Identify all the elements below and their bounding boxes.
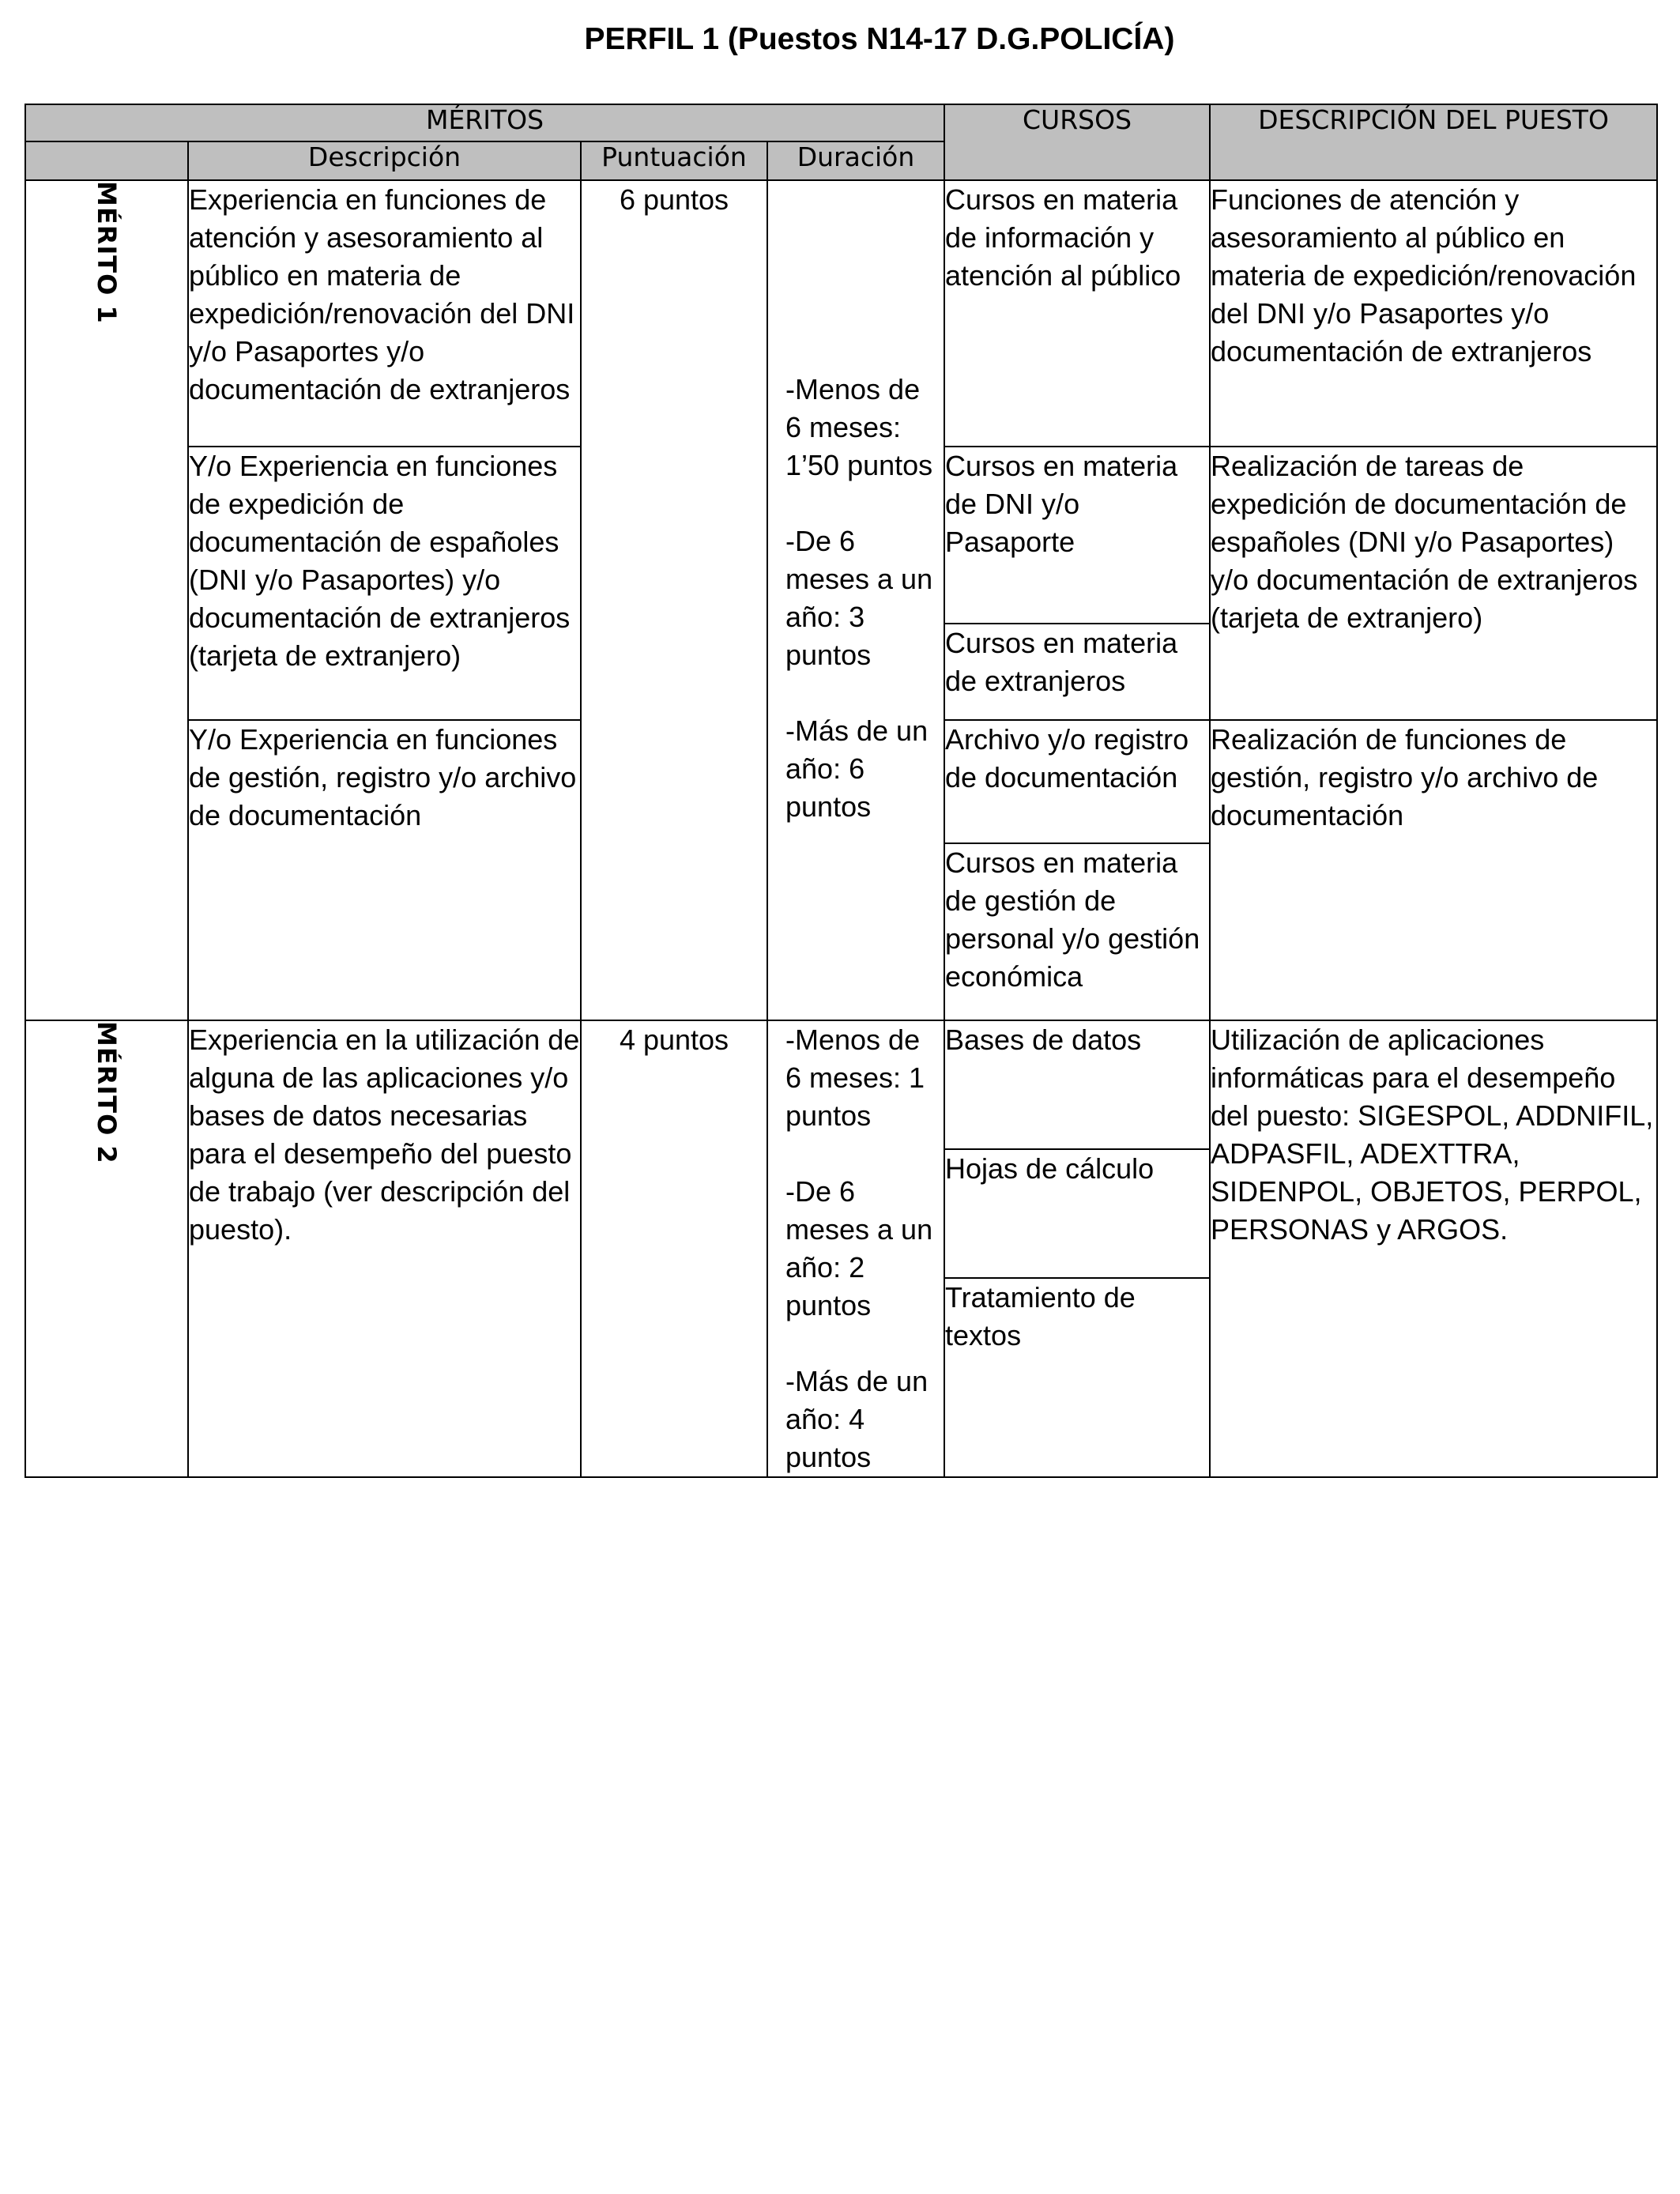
merits-table	[24, 104, 1658, 1478]
merito1-curso-5: Cursos en materia de gestión de personal y/o gestión económica	[944, 843, 1210, 1020]
merito1-duracion	[767, 180, 944, 1020]
header-meritos: MÉRITOS	[25, 104, 944, 141]
merito1-puesto-3: Realización de funciones de gestión, registro y/o archivo de documentación	[1210, 720, 1657, 1020]
merito1-curso-2: Cursos en materia de DNI y/o Pasaporte	[944, 447, 1210, 624]
merito2-duracion	[767, 1020, 944, 1477]
merito2-duracion-3: -Más de un año: 4 puntos	[785, 1365, 929, 1473]
merito2-curso-1: Bases de datos	[944, 1020, 1210, 1149]
merito1-puesto-2: Realización de tareas de expedición de documentación de españoles (DNI y/o Pasaportes) y/o documentación de extranjeros (tarjeta de extranjero)	[1210, 447, 1657, 720]
document-title	[0, 22, 1680, 57]
merito2-puntuacion: 4 puntos	[581, 1020, 767, 1477]
header-descripcion-puesto: DESCRIPCIÓN DEL PUESTO	[1210, 104, 1657, 180]
merito1-desc-1: Experiencia en funciones de atención y asesoramiento al público en materia de expedición/renovación del DNI y/o Pasaportes y/o documentación de extranjeros	[188, 180, 581, 447]
merito2-label-cell	[25, 1020, 188, 1477]
merito2-duracion-1: -Menos de 6 meses: 1 puntos	[785, 1023, 925, 1132]
merito2-duracion-2: -De 6 meses a un año: 2 puntos	[785, 1175, 933, 1321]
header-empty	[25, 141, 188, 180]
merito1-label-cell	[25, 180, 188, 1020]
merito2-puesto: Utilización de aplicaciones informáticas para el desempeño del puesto: SIGESPOL, ADDNIFIL, ADPASFIL, ADEXTTRA, SIDENPOL, OBJETOS, PERPOL, PERSONAS y ARGOS.	[1210, 1020, 1657, 1477]
merito1-desc-2: Y/o Experiencia en funciones de expedición de documentación de españoles (DNI y/o Pasaportes) y/o documentación de extranjeros (tarjeta de extranjero)	[188, 447, 581, 720]
header-duracion: Duración	[767, 141, 944, 180]
merito1-curso-4: Archivo y/o registro de documentación	[944, 720, 1210, 843]
merito1-curso-1: Cursos en materia de información y atención al público	[944, 180, 1210, 447]
merito1-desc-3: Y/o Experiencia en funciones de gestión, registro y/o archivo de documentación	[188, 720, 581, 1020]
document-title-text: PERFIL 1 (Puestos N14-17 D.G.POLICÍA)	[584, 22, 1175, 56]
merito1-duracion-3: -Más de un año: 6 puntos	[785, 714, 929, 823]
merito1-row-a	[25, 180, 1657, 447]
merito1-duracion-2: -De 6 meses a un año: 3 puntos	[785, 525, 933, 671]
merito2-label: MÉRITO 2	[92, 1021, 122, 1164]
merito2-row-a	[25, 1020, 1657, 1149]
merito1-duracion-1: -Menos de 6 meses: 1’50 puntos	[785, 373, 933, 481]
header-puntuacion: Puntuación	[581, 141, 767, 180]
header-row-1	[25, 104, 1657, 141]
header-cursos: CURSOS	[944, 104, 1210, 180]
merito2-curso-3: Tratamiento de textos	[944, 1278, 1210, 1477]
merito1-label: MÉRITO 1	[92, 181, 122, 324]
header-descripcion: Descripción	[188, 141, 581, 180]
merito2-curso-2: Hojas de cálculo	[944, 1149, 1210, 1278]
merito2-desc: Experiencia en la utilización de alguna de las aplicaciones y/o bases de datos necesarias para el desempeño del puesto de trabajo (ver descripción del puesto).	[188, 1020, 581, 1477]
merito1-curso-3: Cursos en materia de extranjeros	[944, 624, 1210, 720]
merito1-puntuacion: 6 puntos	[581, 180, 767, 1020]
merito1-puesto-1: Funciones de atención y asesoramiento al público en materia de expedición/renovación del DNI y/o Pasaportes y/o documentación de extranjeros	[1210, 180, 1657, 447]
